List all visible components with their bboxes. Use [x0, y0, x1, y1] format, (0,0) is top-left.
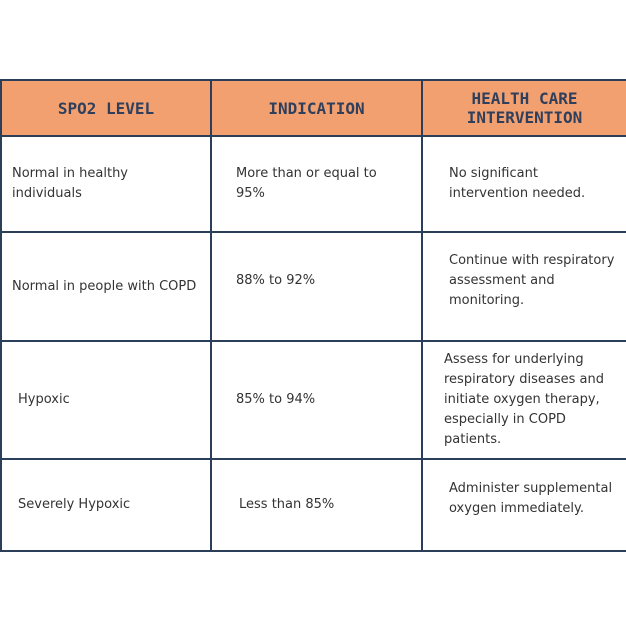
spo2-table — [0, 79, 626, 552]
cell-text: Administer supplemental oxygen immediately. — [449, 481, 613, 516]
cell-intervention — [422, 232, 626, 341]
table-row — [1, 232, 626, 341]
cell-text: Normal in healthy individuals — [12, 166, 128, 201]
table-row — [1, 136, 626, 232]
cell-level — [1, 341, 211, 459]
cell-indication — [211, 341, 422, 459]
cell-level — [1, 459, 211, 551]
cell-text: Assess for underlying respiratory diseases and initiate oxygen therapy, especially in COPD patients. — [444, 352, 604, 447]
cell-intervention — [422, 459, 626, 551]
cell-text: 88% to 92% — [236, 272, 316, 288]
cell-text: More than or equal to 95% — [236, 166, 377, 201]
cell-intervention — [422, 136, 626, 232]
cell-text: Severely Hypoxic — [18, 497, 131, 512]
cell-indication — [211, 232, 422, 341]
spo2-table-container — [0, 79, 626, 548]
header-spo2-level — [1, 80, 211, 136]
header-label: SPO2 LEVEL — [57, 98, 155, 118]
cell-text: Hypoxic — [18, 392, 70, 407]
header-label: INDICATION — [268, 98, 365, 118]
header-intervention — [422, 80, 626, 136]
header-label-line1: HEALTH CARE — [471, 89, 578, 108]
cell-level — [1, 232, 211, 341]
header-indication — [211, 80, 422, 136]
header-label-line2: INTERVENTION — [466, 108, 583, 127]
cell-indication — [211, 136, 422, 232]
cell-level — [1, 136, 211, 232]
cell-intervention — [422, 341, 626, 459]
cell-text: Normal in people with COPD — [12, 278, 197, 294]
cell-text: Less than 85% — [239, 497, 335, 512]
cell-text: Continue with respiratory assessment and monitoring. — [449, 252, 615, 308]
cell-text: No significant intervention needed. — [449, 166, 586, 201]
cell-indication — [211, 459, 422, 551]
cell-text: 85% to 94% — [236, 392, 316, 407]
table-row — [1, 341, 626, 459]
table-header-row — [1, 80, 626, 136]
table-row — [1, 459, 626, 551]
